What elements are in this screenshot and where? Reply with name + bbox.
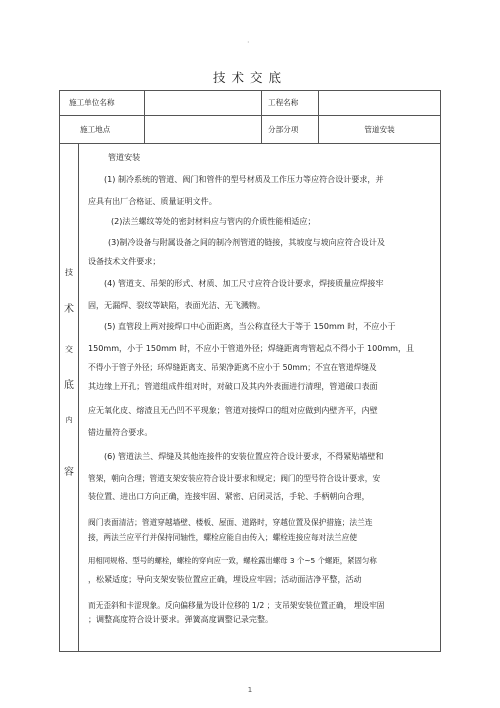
body-line: 设备技术文件要求； (88, 257, 161, 266)
body-line: 接，两法兰应平行并保持同轴性，螺栓应能自由传入；螺栓连接应每对法兰应使 (88, 533, 358, 542)
label-construction-unit: 施工单位名称 (69, 98, 115, 107)
body-line: 150mm，小于 150mm 时，不应小于管道外径；焊缝距离弯管起点不得小于 100mm，且 (88, 344, 415, 353)
body-line: 应无氧化皮、熔渣且无凸凹不平现象；管道对接焊口的组对应做到内壁齐平，内壁 (88, 406, 378, 415)
side-label-char: 技 (65, 268, 73, 277)
table-left-border (59, 90, 60, 652)
body-line: 应具有出厂合格证、质量证明文件。 (88, 197, 217, 206)
label-construction-site: 施工地点 (80, 125, 111, 134)
table-row-divider-1 (59, 115, 441, 116)
body-line: (3)制冷设备与附属设备之间的制冷剂管道的链接，其坡度与坡向应符合设计及 (108, 238, 385, 247)
body-heading: 管道安装 (108, 153, 141, 162)
table-bottom-border (59, 651, 441, 652)
body-line: (4) 管道支、吊架的形式、材质、加工尺寸应符合设计要求，焊接质量应焊接牢 (104, 279, 384, 288)
body-line: (6) 管道法兰、焊缝及其他连接件的安装位置应符合设计要求，不得紧贴墙壁和 (104, 452, 384, 461)
body-line: 管架，朝向合理；管道支架安装应符合设计要求和规定；阀门的型号符合设计要求，安 (88, 474, 381, 483)
side-label-char: 容 (64, 467, 74, 478)
body-line: 装位置、进出口方向正确，连接牢固、紧密、启闭灵活，手轮、手柄朝向合理， (88, 492, 370, 501)
table-col-divider-header-1 (144, 90, 145, 143)
document-title: 技术交底 (212, 70, 287, 85)
label-project-name: 工程名称 (268, 98, 299, 107)
body-line: (1) 制冷系统的管道、阀门和管件的型号材质及工作压力等应符合设计要求，并 (104, 175, 384, 184)
body-line: ；调整高度符合设计要求。弹簧高度调整记录完整。 (88, 615, 274, 624)
body-line: 阀门表面清洁；管道穿越墙壁、楼板、屋面、道路时，穿越位置及保护措施；法兰连 (88, 518, 373, 527)
table-row-divider-2 (59, 143, 441, 144)
page-number: 1 (247, 686, 253, 694)
table-col-divider-body (78, 143, 79, 651)
side-label-char: 交 (65, 345, 73, 354)
side-label-char: 内 (65, 416, 73, 424)
table-col-divider-header-3 (318, 90, 319, 143)
body-line: (5) 直管段上两对接焊口中心面距离，当公称直径大于等于 150mm 时，不应小于 (104, 322, 396, 331)
header-dot: · (247, 38, 250, 47)
body-line: 不得小于管子外径；环焊缝距离支、吊架净距离不应小于 50mm；不宜在管道焊缝及 (88, 363, 377, 372)
body-line: 用相同规格、型号的螺栓，螺栓的穿向应一致，螺栓露出螺母 3 个~5 个螺距，紧固匀称 (88, 556, 377, 565)
body-line: 错边量符合要求。 (88, 428, 153, 437)
value-sub-project: 管道安装 (364, 125, 395, 134)
table-col-divider-header-2 (261, 90, 262, 143)
side-label-char: 术 (64, 304, 74, 315)
body-line: 固，无漏焊、裂纹等缺陷，表面光洁、无飞溅物。 (88, 301, 266, 310)
body-line: ，松紧适度；导向支架安装位置应正确，埋设应牢固；活动面洁净平整，活动 (88, 575, 362, 584)
label-sub-project: 分部分项 (268, 125, 299, 134)
table-right-border (440, 90, 441, 652)
body-line: 其边缘上开孔；管道组成件组对时，对破口及其内外表面进行清理，管道破口表面 (88, 382, 378, 391)
body-line: (2)法兰螺纹等处的密封材料应与管内的介质性能相适应； (111, 217, 316, 226)
body-line: 而无歪斜和卡涩现象。反向偏移量为设计位移的 1/2 ；支吊架安装位置正确， 埋设牢固 (88, 601, 385, 610)
side-label-char: 底 (64, 380, 74, 391)
table-top-border (59, 90, 441, 91)
